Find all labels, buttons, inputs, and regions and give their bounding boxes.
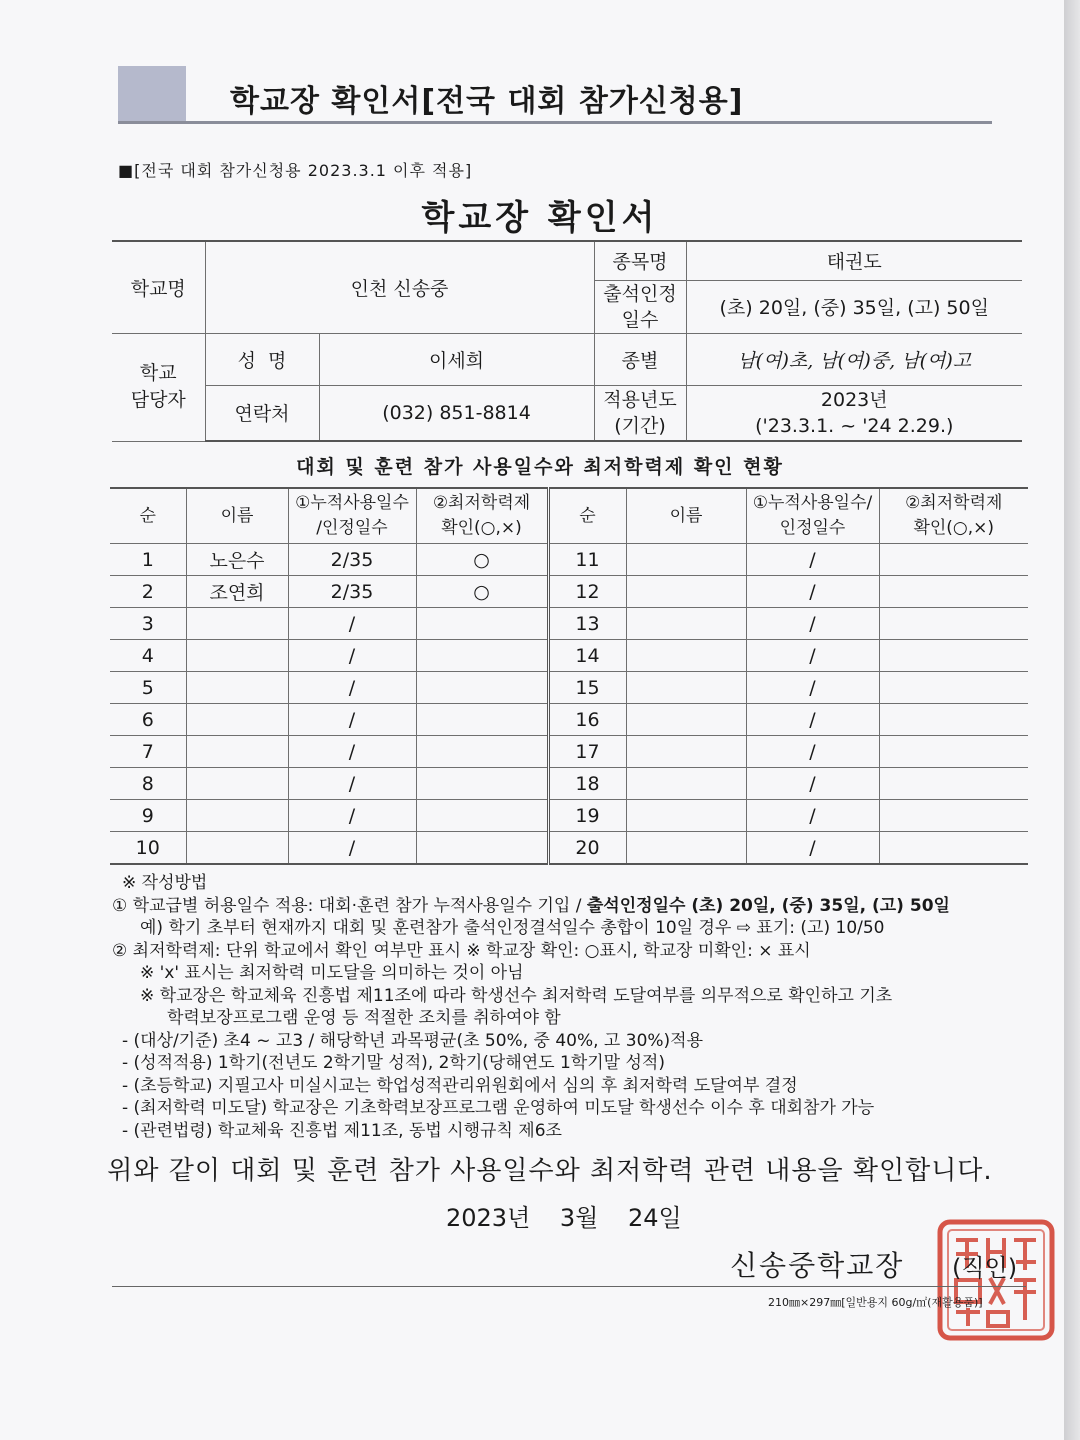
header-gray-box bbox=[118, 66, 186, 124]
note-1 bbox=[112, 895, 1042, 918]
detail-4: - (최저학력 미도달) 학교장은 기초학력보장프로그램 운영하여 미도달 학생선수 이수 후 대회참가 가능 bbox=[122, 1098, 875, 1118]
row-name-right bbox=[626, 544, 746, 576]
row-no-right: 12 bbox=[548, 576, 626, 608]
name-value: 이세희 bbox=[319, 333, 594, 385]
note-2-b1: ※ 학교장은 학교체육 진흥법 제11조에 따라 학생선수 최저학력 도달여부를 의무적으로 확인하고 기초 bbox=[140, 985, 893, 1006]
row-no-right: 13 bbox=[548, 608, 626, 640]
row-name-right bbox=[626, 608, 746, 640]
row-check bbox=[416, 704, 548, 736]
row-check bbox=[416, 768, 548, 800]
row-days: / bbox=[288, 768, 416, 800]
row-name bbox=[186, 800, 288, 832]
col-header-days-right: ①누적사용일수/ 인정일수 bbox=[746, 488, 879, 544]
col-header-check: ②최저학력제 확인(○,×) bbox=[416, 488, 548, 544]
row-no: 4 bbox=[110, 640, 186, 672]
row-days-right: / bbox=[746, 544, 879, 576]
event-value: 태권도 bbox=[686, 241, 1022, 280]
seal-mark: (직인) bbox=[952, 1254, 1018, 1282]
row-check-right bbox=[879, 544, 1028, 576]
row-check-right bbox=[879, 672, 1028, 704]
info-table bbox=[112, 240, 1022, 442]
manager-label: 학교 담당자 bbox=[112, 333, 205, 441]
signer-name: 신송중학교장 bbox=[730, 1249, 905, 1282]
row-days-right: / bbox=[746, 736, 879, 768]
row-check bbox=[416, 608, 548, 640]
row-no-right: 18 bbox=[548, 768, 626, 800]
row-check-right bbox=[879, 704, 1028, 736]
row-days: / bbox=[288, 704, 416, 736]
date-day: 24일 bbox=[628, 1204, 682, 1232]
row-check bbox=[416, 736, 548, 768]
row-days-right: / bbox=[746, 672, 879, 704]
category-label: 종별 bbox=[594, 333, 686, 385]
bottom-rule bbox=[112, 1286, 1026, 1287]
row-name bbox=[186, 736, 288, 768]
row-days: / bbox=[288, 800, 416, 832]
note-1-text: ① 학교급별 허용일수 적용: 대회·훈련 참가 누적사용일수 기입 / bbox=[112, 895, 587, 916]
row-no-right: 15 bbox=[548, 672, 626, 704]
notes-heading: ※ 작성방법 bbox=[122, 873, 208, 893]
date-month: 3월 bbox=[559, 1204, 599, 1232]
table-row bbox=[110, 768, 1028, 800]
row-days: / bbox=[288, 736, 416, 768]
row-check bbox=[416, 640, 548, 672]
col-header-days: ①누적사용일수 /인정일수 bbox=[288, 488, 416, 544]
signing-date bbox=[446, 1198, 682, 1233]
row-no-right: 16 bbox=[548, 704, 626, 736]
col-header-name: 이름 bbox=[186, 488, 288, 544]
row-check: ○ bbox=[416, 544, 548, 576]
row-no: 5 bbox=[110, 672, 186, 704]
attend-value: (초) 20일, (중) 35일, (고) 50일 bbox=[686, 280, 1022, 333]
row-days: 2/35 bbox=[288, 544, 416, 576]
row-check: ○ bbox=[416, 576, 548, 608]
row-days-right: / bbox=[746, 640, 879, 672]
row-check-right bbox=[879, 768, 1028, 800]
row-name-right bbox=[626, 832, 746, 865]
row-days: / bbox=[288, 608, 416, 640]
row-days-right: / bbox=[746, 768, 879, 800]
note-2-a: ※ 'x' 표시는 최저학력 미도달을 의미하는 것이 아님 bbox=[140, 963, 524, 983]
row-name: 조연희 bbox=[186, 576, 288, 608]
header-band bbox=[118, 66, 992, 124]
table-row bbox=[110, 800, 1028, 832]
table-row bbox=[110, 704, 1028, 736]
row-days: / bbox=[288, 672, 416, 704]
section-title: 대회 및 훈련 참가 사용일수와 최저학력제 확인 현황 bbox=[296, 456, 784, 478]
col-header-check-right: ②최저학력제 확인(○,×) bbox=[879, 488, 1028, 544]
roster-table bbox=[110, 487, 1028, 865]
detail-2: - (성적적용) 1학기(전년도 2학기말 성적), 2학기(당해연도 1학기말 성적) bbox=[122, 1053, 665, 1073]
row-days: 2/35 bbox=[288, 576, 416, 608]
contact-label: 연락처 bbox=[205, 385, 319, 441]
detail-1: - (대상/기준) 초4 ~ 고3 / 해당학년 과목평균(초 50%, 중 40%, 고 30%)적용 bbox=[122, 1030, 704, 1051]
row-check-right bbox=[879, 608, 1028, 640]
roster-header-row bbox=[110, 488, 1028, 544]
attend-label: 출석인정 일수 bbox=[594, 280, 686, 333]
row-check-right bbox=[879, 832, 1028, 865]
row-check bbox=[416, 672, 548, 704]
row-no: 1 bbox=[110, 544, 186, 576]
note-2-b2: 학력보장프로그램 운영 등 적절한 조치를 취하여야 함 bbox=[167, 1008, 561, 1028]
table-row bbox=[110, 608, 1028, 640]
name-label: 성 명 bbox=[205, 333, 319, 385]
table-row bbox=[110, 640, 1028, 672]
row-name bbox=[186, 704, 288, 736]
event-label: 종목명 bbox=[594, 241, 686, 280]
row-days: / bbox=[288, 640, 416, 672]
row-days-right: / bbox=[746, 800, 879, 832]
row-check-right bbox=[879, 800, 1028, 832]
year-label: 적용년도 (기간) bbox=[594, 385, 686, 441]
header-rule bbox=[118, 121, 992, 124]
row-name bbox=[186, 640, 288, 672]
row-name-right bbox=[626, 800, 746, 832]
table-row bbox=[110, 576, 1028, 608]
date-year: 2023년 bbox=[446, 1204, 531, 1232]
row-name-right bbox=[626, 640, 746, 672]
year-cell bbox=[686, 385, 1022, 441]
detail-5: - (관련법령) 학교체육 진흥법 제11조, 동법 시행규칙 제6조 bbox=[122, 1120, 562, 1141]
instructions bbox=[112, 872, 1042, 1142]
col-header-name-right: 이름 bbox=[626, 488, 746, 544]
table-row bbox=[110, 544, 1028, 576]
row-check bbox=[416, 832, 548, 865]
row-no-right: 19 bbox=[548, 800, 626, 832]
table-row bbox=[110, 832, 1028, 865]
page-title: 학교장 확인서 bbox=[421, 198, 659, 238]
paper-spec: 210㎜×297㎜[일반용지 60g/㎡(재활용품)] bbox=[768, 1296, 983, 1309]
row-days: / bbox=[288, 832, 416, 865]
row-no: 3 bbox=[110, 608, 186, 640]
table-row bbox=[110, 736, 1028, 768]
header-title: 학교장 확인서[전국 대회 참가신청용] bbox=[230, 84, 744, 119]
contact-value: (032) 851-8814 bbox=[319, 385, 594, 441]
row-name bbox=[186, 672, 288, 704]
row-no: 10 bbox=[110, 832, 186, 865]
row-name bbox=[186, 832, 288, 865]
row-days-right: / bbox=[746, 576, 879, 608]
row-name bbox=[186, 608, 288, 640]
form-subtag: ■[전국 대회 참가신청용 2023.3.1 이후 적용] bbox=[118, 161, 473, 180]
school-value: 인천 신송중 bbox=[205, 241, 594, 333]
row-name-right bbox=[626, 704, 746, 736]
col-header-no: 순 bbox=[110, 488, 186, 544]
row-check-right bbox=[879, 736, 1028, 768]
row-no: 8 bbox=[110, 768, 186, 800]
year-period: ('23.3.1. ~ '24 2.29.) bbox=[755, 414, 954, 437]
row-days-right: / bbox=[746, 704, 879, 736]
desk-background bbox=[1064, 0, 1080, 1440]
row-no: 7 bbox=[110, 736, 186, 768]
row-name-right bbox=[626, 576, 746, 608]
year-value: 2023년 bbox=[820, 388, 888, 411]
row-days-right: / bbox=[746, 832, 879, 865]
row-name bbox=[186, 768, 288, 800]
note-1-example: 예) 학기 초부터 현재까지 대회 및 훈련참가 출석인정결석일수 총합이 10일 경우 ⇨ 표기: (고) 10/50 bbox=[140, 918, 885, 938]
category-value: 남(여)초, 남(여)중, 남(여)고 bbox=[686, 333, 1022, 385]
school-label: 학교명 bbox=[112, 241, 205, 333]
row-no: 2 bbox=[110, 576, 186, 608]
row-name-right bbox=[626, 736, 746, 768]
table-row bbox=[110, 672, 1028, 704]
confirmation-statement: 위와 같이 대회 및 훈련 참가 사용일수와 최저학력 관련 내용을 확인합니다. bbox=[107, 1156, 993, 1186]
row-no-right: 20 bbox=[548, 832, 626, 865]
row-check bbox=[416, 800, 548, 832]
row-no-right: 11 bbox=[548, 544, 626, 576]
col-header-no-right: 순 bbox=[548, 488, 626, 544]
row-no: 6 bbox=[110, 704, 186, 736]
row-no-right: 17 bbox=[548, 736, 626, 768]
row-name-right bbox=[626, 768, 746, 800]
row-no-right: 14 bbox=[548, 640, 626, 672]
row-name-right bbox=[626, 672, 746, 704]
note-1-bold: 출석인정일수 (초) 20일, (중) 35일, (고) 50일 bbox=[586, 895, 950, 916]
row-no: 9 bbox=[110, 800, 186, 832]
note-2: ② 최저학력제: 단위 학교에서 확인 여부만 표시 ※ 학교장 확인: ○표시, 학교장 미확인: × 표시 bbox=[112, 940, 811, 961]
row-check-right bbox=[879, 576, 1028, 608]
detail-3: - (초등학교) 지필고사 미실시교는 학업성적관리위원회에서 심의 후 최저학력 도달여부 결정 bbox=[122, 1075, 798, 1096]
row-check-right bbox=[879, 640, 1028, 672]
row-days-right: / bbox=[746, 608, 879, 640]
row-name: 노은수 bbox=[186, 544, 288, 576]
